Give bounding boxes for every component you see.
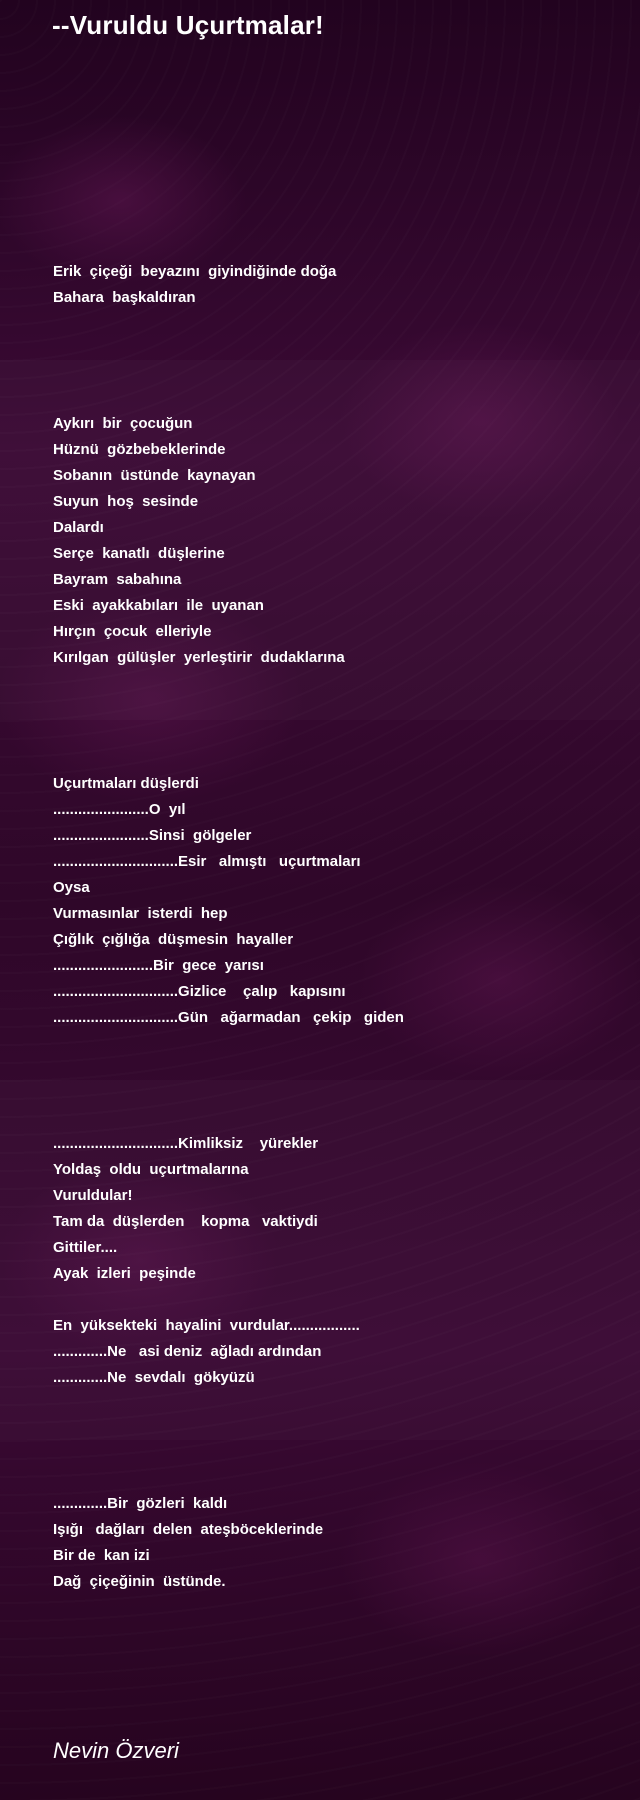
- poem-line: Bahara başkaldıran: [53, 289, 196, 306]
- poem-line: .......................Sinsi gölgeler: [53, 827, 252, 844]
- poem-line: Ayak izleri peşinde: [53, 1265, 196, 1282]
- poem-line: Erik çiçeği beyazını giyindiğinde doğa: [53, 263, 337, 280]
- poem-line: Dağ çiçeğinin üstünde.: [53, 1573, 226, 1590]
- stanza-1: [53, 259, 336, 311]
- poem-line: Gittiler....: [53, 1239, 118, 1256]
- poem-line: .............Ne asi deniz ağladı ardından: [53, 1343, 322, 1360]
- poem-line: .............Bir gözleri kaldı: [53, 1495, 228, 1512]
- poem-line: ..............................Kimliksiz yürekler: [53, 1135, 319, 1152]
- author-name: Nevin Özveri: [53, 1738, 179, 1763]
- poem-line: Suyun hoş sesinde: [53, 493, 199, 510]
- poem-line: Vurmasınlar isterdi hep: [53, 905, 228, 922]
- poem-line: Eski ayakkabıları ile uyanan: [53, 597, 264, 614]
- poem-line: Yoldaş oldu uçurtmalarına: [53, 1161, 249, 1178]
- poem-line: Kırılgan gülüşler yerleştirir dudaklarına: [53, 649, 345, 666]
- poem-line: Dalardı: [53, 519, 104, 536]
- poem-line: Bir de kan izi: [53, 1547, 150, 1564]
- poem-line: ........................Bir gece yarısı: [53, 957, 264, 974]
- poem-title: --Vuruldu Uçurtmalar!: [52, 10, 324, 40]
- poem-line: Sobanın üstünde kaynayan: [53, 467, 256, 484]
- poem-line: Uçurtmaları düşlerdi: [53, 775, 199, 792]
- poem-line: Çığlık çığlığa düşmesin hayaller: [53, 931, 294, 948]
- stanza-5: [53, 1491, 323, 1595]
- poem-line: En yüksekteki hayalini vurdular.................: [53, 1317, 360, 1334]
- poem-line: Bayram sabahına: [53, 571, 182, 588]
- poem-line: Hırçın çocuk elleriyle: [53, 623, 212, 640]
- poem-line: Tam da düşlerden kopma vaktiydi: [53, 1213, 318, 1230]
- poem-line: ..............................Gün ağarmadan çekip giden: [53, 1009, 404, 1026]
- stanza-2: [53, 411, 345, 671]
- poem-line: Aykırı bir çocuğun: [53, 415, 193, 432]
- poem-line: ..............................Esir almıştı uçurtmaları: [53, 853, 361, 870]
- poem-line: ..............................Gizlice çalıp kapısını: [53, 983, 346, 1000]
- poem-line: Hüznü gözbebeklerinde: [53, 441, 226, 458]
- stanza-3: [53, 771, 404, 1031]
- poem-line: Işığı dağları delen ateşböceklerinde: [53, 1521, 324, 1538]
- poem-line: Serçe kanatlı düşlerine: [53, 545, 225, 562]
- stanza-4: [53, 1131, 360, 1391]
- poem-line: Vuruldular!: [53, 1187, 133, 1204]
- poem-line: .............Ne sevdalı gökyüzü: [53, 1369, 255, 1386]
- poem-line: [53, 1287, 360, 1313]
- poem-line: .......................O yıl: [53, 801, 186, 818]
- poem-line: Oysa: [53, 879, 90, 896]
